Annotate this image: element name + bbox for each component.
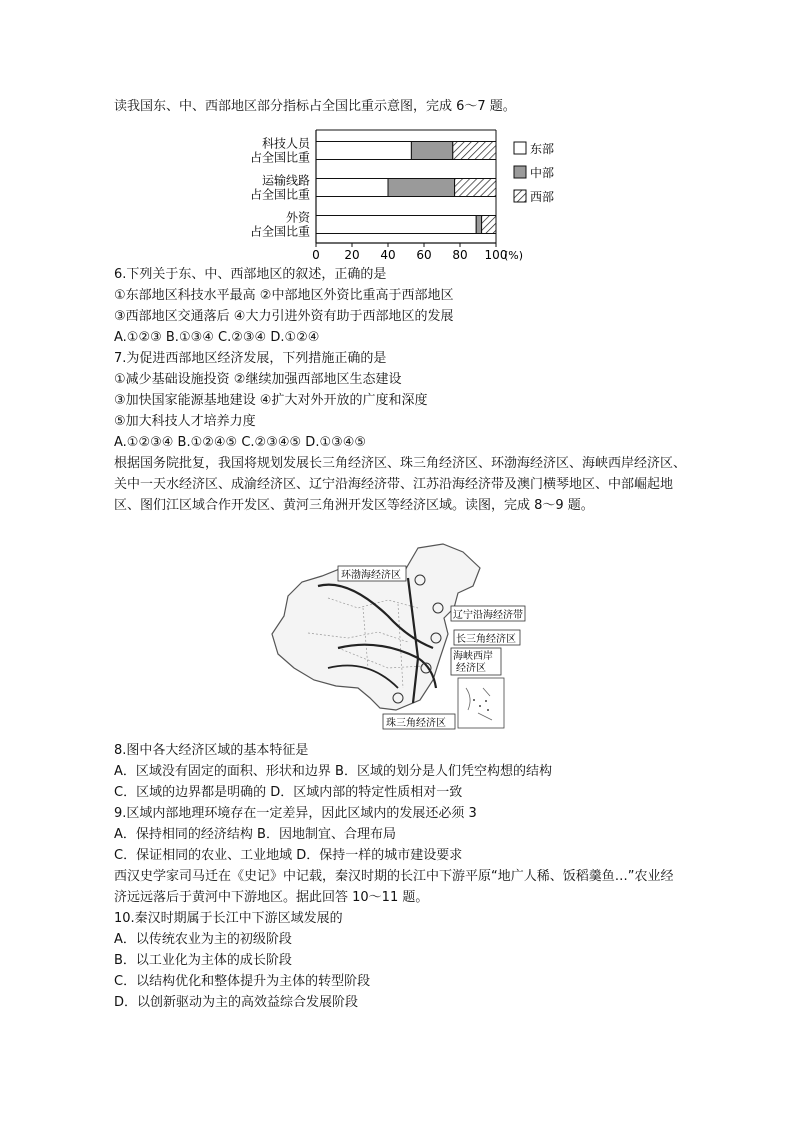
bar-east <box>316 142 411 160</box>
south-sea-inset <box>458 678 504 728</box>
q8-options-cd: C．区域的边界都是明确的 D．区域内部的特定性质相对一致 <box>114 785 463 800</box>
legend-label: 中部 <box>530 166 555 180</box>
category-label: 运输线路 <box>261 173 310 188</box>
intro-8-9: 根据国务院批复，我国将规划发展长三角经济区、珠三角经济区、环渤海经济区、海峡西岸经济区、关中一天水经济区、成渝经济区、辽宁沿海经济带、江苏沿海经济带及澳门横琴地区、中部崛起地区、图们江区域合作开发区、黄河三角洲开发区等经济区域。读图，完成 8～9 题。 <box>114 456 687 513</box>
indicator-share-chart <box>230 128 555 262</box>
category-label: 占全国比重 <box>249 224 310 239</box>
q9-options-cd: C．保证相同的农业、工业地域 D．保持一样的城市建设要求 <box>114 848 463 863</box>
category-label: 科技人员 <box>261 136 310 151</box>
q7-options: A.①②③④ B.①②④⑤ C.②③④⑤ D.①③④⑤ <box>114 435 367 450</box>
x-tick-label: 60 <box>416 248 432 262</box>
bar-central <box>476 216 481 234</box>
q10-option-c: C．以结构优化和整体提升为主体的转型阶段 <box>114 974 371 989</box>
q10-option-d: D．以创新驱动为主的高效益综合发展阶段 <box>114 995 359 1010</box>
label-liaoning <box>451 606 525 621</box>
x-tick-label: 40 <box>380 248 396 262</box>
q6-statements-2: ③西部地区交通落后 ④大力引进外资有助于西部地区的发展 <box>114 309 454 324</box>
bar-east <box>316 216 476 234</box>
bar-east <box>316 179 388 197</box>
intro-10-11: 西汉史学家司马迁在《史记》中记载，秦汉时期的长江中下游平原“地广人稀、饭稻羹鱼…”农业经济远远落后于黄河中下游地区。据此回答 10～11 题。 <box>114 869 674 905</box>
x-tick-label: 100 <box>484 248 508 262</box>
label-yangtze <box>454 630 520 645</box>
bar-central <box>411 142 452 160</box>
intro-6-7: 读我国东、中、西部地区部分指标占全国比重示意图，完成 6～7 题。 <box>114 99 516 114</box>
svg-text:经济区: 经济区 <box>456 663 486 674</box>
svg-text:珠三角经济区: 珠三角经济区 <box>386 718 446 729</box>
bar-west <box>482 216 496 234</box>
q6-statements-1: ①东部地区科技水平最高 ②中部地区外资比重高于西部地区 <box>114 288 454 303</box>
x-tick-label: 0 <box>312 248 320 262</box>
bar-west <box>455 179 496 197</box>
label-bohai <box>338 566 406 581</box>
q9-stem: 9.区域内部地理环境存在一定差异，因此区域内的发展还必须 3 <box>114 806 477 821</box>
q6-stem: 6.下列关于东、中、西部地区的叙述，正确的是 <box>114 267 387 282</box>
q6-options: A.①②③ B.①③④ C.②③④ D.①②④ <box>114 330 320 345</box>
q8-stem: 8.图中各大经济区域的基本特征是 <box>114 743 309 758</box>
q7-statements-1: ①减少基础设施投资 ②继续加强西部地区生态建设 <box>114 372 402 387</box>
q7-stem: 7.为促进西部地区经济发展，下列措施正确的是 <box>114 351 387 366</box>
q10-stem: 10.秦汉时期属于长江中下游区域发展的 <box>114 911 343 926</box>
svg-text:环渤海经济区: 环渤海经济区 <box>341 570 401 581</box>
legend-swatch <box>514 190 526 202</box>
legend-swatch <box>514 142 526 154</box>
category-label: 占全国比重 <box>249 150 310 165</box>
label-haixia <box>451 648 501 675</box>
x-tick-label: 20 <box>344 248 360 262</box>
x-tick-label: 80 <box>452 248 468 262</box>
q7-statements-3: ⑤加大科技人才培养力度 <box>114 414 256 429</box>
legend-label: 西部 <box>530 190 555 204</box>
q9-options-ab: A．保持相同的经济结构 B．因地制宜、合理布局 <box>114 827 396 842</box>
bar-central <box>388 179 455 197</box>
label-pearl <box>383 714 455 729</box>
q10-option-a: A．以传统农业为主的初级阶段 <box>114 932 292 947</box>
svg-text:辽宁沿海经济带: 辽宁沿海经济带 <box>453 610 523 621</box>
legend-label: 东部 <box>530 142 555 156</box>
svg-text:长三角经济区: 长三角经济区 <box>456 634 516 645</box>
category-label: 占全国比重 <box>249 187 310 202</box>
q10-option-b: B．以工业化为主体的成长阶段 <box>114 953 292 968</box>
china-economic-zones-map <box>268 538 526 734</box>
q7-statements-2: ③加快国家能源基地建设 ④扩大对外开放的广度和深度 <box>114 393 428 408</box>
svg-text:海峡西岸: 海峡西岸 <box>453 651 493 662</box>
x-unit-label: (%) <box>504 249 524 262</box>
category-label: 外资 <box>285 210 310 225</box>
q8-options-ab: A．区域没有固定的面积、形状和边界 B．区域的划分是人们凭空构想的结构 <box>114 764 552 779</box>
bar-west <box>453 142 496 160</box>
legend-swatch <box>514 166 526 178</box>
